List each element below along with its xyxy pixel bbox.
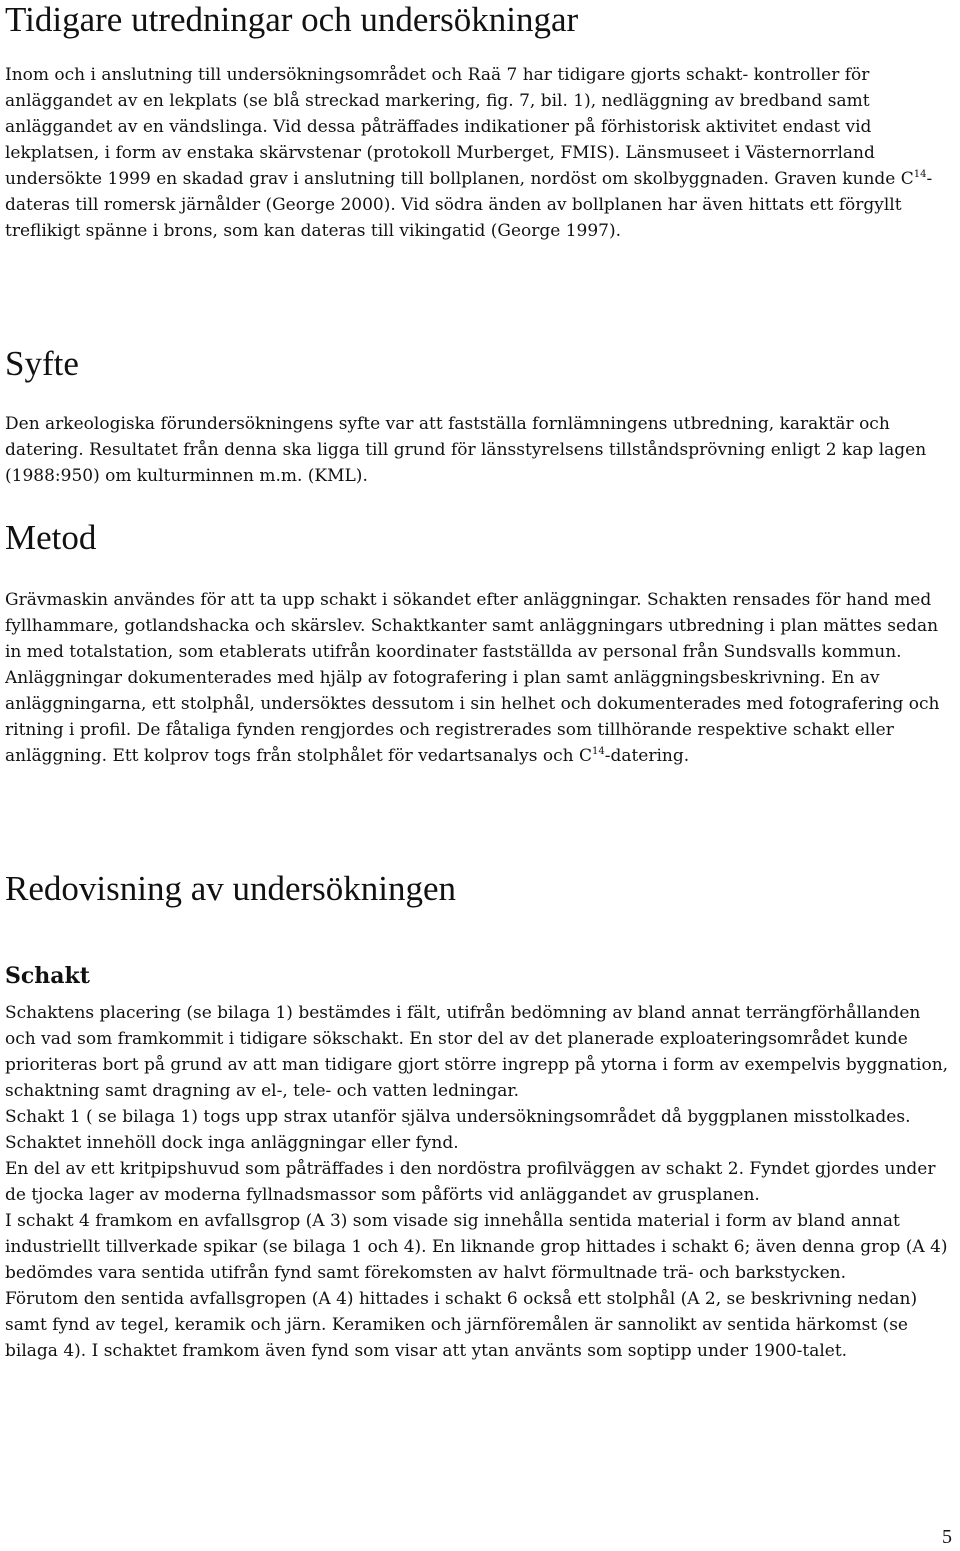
section-heading-tidigare: Tidigare utredningar och undersökningar: [5, 0, 579, 39]
paragraph-metod: [5, 587, 950, 769]
paragraph-schakt-5: Förutom den sentida avfallsgropen (A 4) hittades i schakt 6 också ett stolphål (A 2, se beskrivning nedan) samt fynd av tegel, keramik och järn. Keramiken och järnföremålen är sannolikt av sentida härkomst (se bilaga 4). I schaktet framkom även fynd som visar att ytan använts som soptipp under 1900-talet.: [5, 1289, 918, 1361]
superscript-14: 14: [913, 169, 927, 180]
subsection-heading-schakt: Schakt: [5, 963, 90, 989]
paragraph-tidigare-part-b: -dateras till romersk järnålder (George 2000). Vid södra änden av bollplanen har även hittats ett förgyllt treflikigt spänne i brons, som kan dateras till vikingatid (George 1997).: [5, 169, 933, 241]
paragraph-schakt-2: Schakt 1 ( se bilaga 1) togs upp strax utanför själva undersökningsområdet då byggplanen misstolkades. Schaktet innehöll dock inga anläggningar eller fynd.: [5, 1107, 911, 1153]
paragraph-syfte: Den arkeologiska förundersökningens syfte var att fastställa fornlämningens utbredning, karaktär och datering. Resultatet från denna ska ligga till grund för länsstyrelsens tillståndsprövning enligt 2 kap lagen (1988:950) om kulturminnen m.m. (KML).: [5, 414, 927, 486]
paragraph-tidigare: [5, 62, 950, 244]
paragraph-metod-part-b: -datering.: [604, 746, 690, 766]
section-heading-syfte: Syfte: [5, 344, 79, 383]
schakt-body: [5, 1000, 950, 1364]
section-heading-redovisning: Redovisning av undersökningen: [5, 869, 457, 908]
paragraph-schakt-4: I schakt 4 framkom en avfallsgrop (A 3) som visade sig innehålla sentida material i form av bland annat industriellt tillverkade spikar (se bilaga 1 och 4). En liknande grop hittades i schakt 6; även denna grop (A 4) bedömdes vara sentida utifrån fynd samt förekomsten av halvt förmultnade trä- och barkstycken.: [5, 1211, 948, 1283]
section-heading-metod: Metod: [5, 518, 97, 557]
page-number: 5: [942, 1526, 952, 1548]
paragraph-metod-part-a: Grävmaskin användes för att ta upp schakt i sökandet efter anläggningar. Schakten rensades för hand med fyllhammare, gotlandshacka och skärslev. Schaktkanter samt anläggningars utbredning i plan mättes sedan in med totalstation, som etablerats utifrån koordinater fastställda av personal från Sundsvalls kommun. Anläggningar dokumenterades med hjälp av fotografering i plan samt anläggningsbeskrivning. En av anläggningarna, ett stolphål, undersöktes dessutom i sin helhet och dokumenterades med fotografering och ritning i profil. De fåtaliga fynden rengjordes och registrerades som tillhörande respektive schakt eller anläggning. Ett kolprov togs från stolphålet för vedartsanalys och C: [5, 590, 940, 766]
paragraph-tidigare-part-a: Inom och i anslutning till undersökningsområdet och Raä 7 har tidigare gjorts schakt- kontroller för anläggandet av en lekplats (se blå streckad markering, fig. 7, bil. 1), nedläggning av bredband samt anläggandet av en vändslinga. Vid dessa påträffades indikationer på förhistorisk aktivitet endast vid lekplatsen, i form av enstaka skärvstenar (protokoll Murberget, FMIS). Länsmuseet i Västernorrland undersökte 1999 en skadad grav i anslutning till bollplanen, nordöst om skolbyggnaden. Graven kunde C: [5, 65, 914, 189]
paragraph-schakt-1: Schaktens placering (se bilaga 1) bestämdes i fält, utifrån bedömning av bland annat terrängförhållanden och vad som framkommit i tidigare sökschakt. En stor del av det planerade exploateringsområdet kunde prioriteras bort på grund av att man tidigare gjort större ingrepp på ytorna i form av exempelvis byggnation, schaktning samt dragning av el-, tele- och vatten ledningar.: [5, 1003, 949, 1101]
paragraph-schakt-3: En del av ett kritpipshuvud som påträffades i den nordöstra profilväggen av schakt 2. Fyndet gjordes under de tjocka lager av moderna fyllnadsmassor som påförts vid anläggandet av grusplanen.: [5, 1159, 936, 1205]
superscript-14: 14: [591, 746, 605, 757]
